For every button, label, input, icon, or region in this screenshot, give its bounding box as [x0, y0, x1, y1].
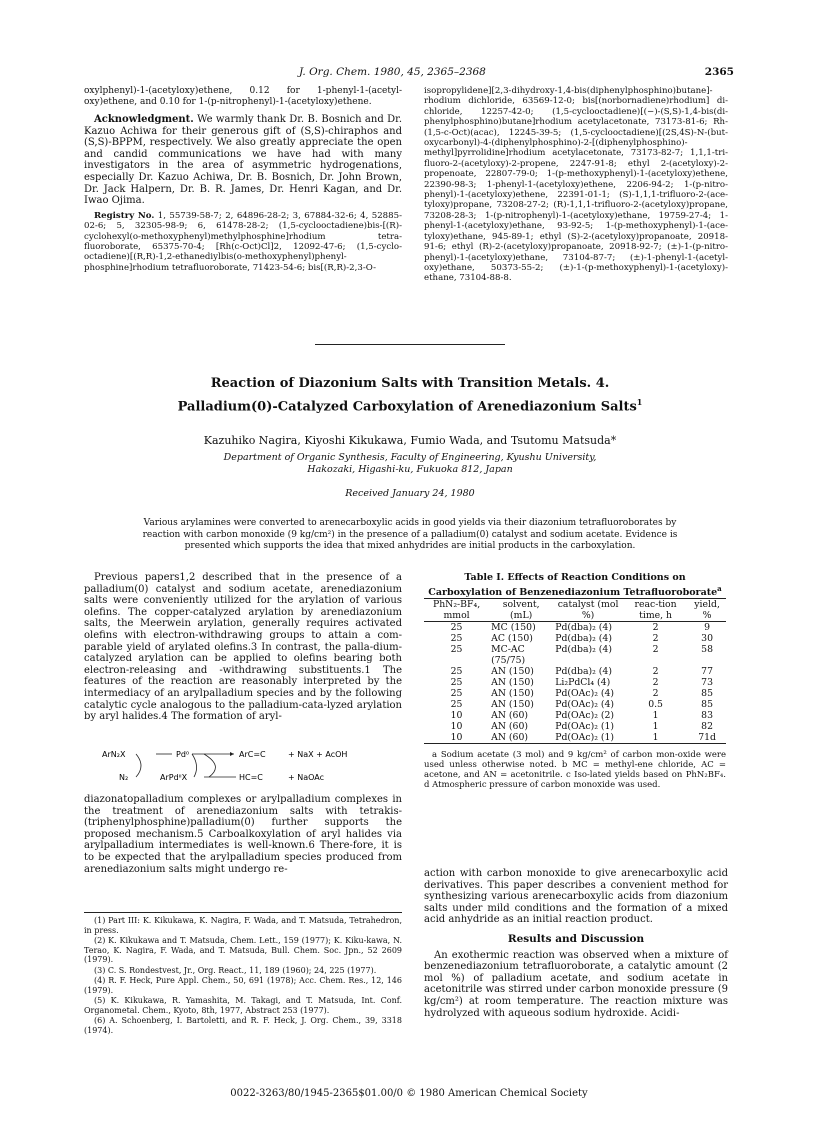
title-line-2-text: Palladium(0)-Catalyzed Carboxylation of Arenediazonium Salts — [177, 399, 637, 415]
table-cell: 85 — [701, 688, 714, 700]
table-caption-line-1: Table I. Effects of Reaction Conditions on — [464, 572, 686, 583]
table-cell: Pd(dba)₂ (4) — [555, 622, 612, 634]
scheme-naoac: + NaOAc — [288, 773, 325, 782]
intro-paragraph: Previous papers1,2 described that in the presence of a palladium(0) catalyst and sodium acetate, arenediazonium salts were conveniently utilized for the arylation of various olefins. The copper-catalyzed arylation by arenediazonium salts, the Meerwein arylation, generally requires activated olefins with electron-withdrawing groups to attain a com-parable yield of arylated olefins.3 In contrast, the palla-dium-catalyzed arylation can be applied to olefins bearing both electron-releasing and -withdrawing substituents.1 The features of the reaction are reasonably interpreted by the intermediacy of an arylpalladium species and by the following catalytic cycle analogous to the palladium-cata-lyzed arylation by aryl halides.4 The formation of aryl- — [84, 572, 402, 723]
table-cell: Pd(dba)₂ (4) — [555, 644, 612, 656]
table-cell: 25 — [450, 633, 463, 645]
acknowledgment-heading: Acknowledgment. — [94, 114, 194, 125]
table-cell: MC-AC (75/75) — [491, 644, 526, 667]
continued-text: oxylphenyl)-1-(acetyloxy)ethene, 0.12 for 1-phenyl-1-(acetyl-oxy)ethene, and 0.10 for 1-(p-nitrophenyl)-1-(acetyloxy)ethene. — [84, 86, 402, 107]
table-cell: 71d — [688, 732, 726, 744]
article-title — [120, 375, 700, 416]
received-date: Received January 24, 1980 — [345, 488, 475, 499]
cycle-arc-right — [204, 754, 215, 777]
title-line-2 — [120, 393, 700, 416]
table-caption-sup: a — [717, 584, 722, 593]
table-caption-line-2-text: Carboxylation of Benzenediazonium Tetrafluoroborate — [428, 587, 718, 599]
table-cell: MC (150) — [491, 622, 536, 634]
table-caption-line-2 — [424, 583, 726, 598]
table-row — [424, 633, 726, 644]
footnote-1: (1) Part III: K. Kikukawa, K. Nagira, F. Wada, and T. Matsuda, Tetrahedron, in press. — [84, 916, 402, 935]
cycle-arc-mid — [192, 754, 197, 777]
top-left-column — [84, 86, 402, 277]
table-cell: 9 — [704, 622, 711, 634]
table-cell: 2 — [652, 622, 659, 634]
table-cell: Pd(dba)₂ (4) — [555, 666, 612, 678]
col-header-phn2bf4: PhN₂-BF₄, mmol — [424, 599, 489, 622]
title-footnote-mark: 1 — [636, 397, 643, 407]
table-cell: 83 — [701, 710, 714, 722]
table-cell: 25 — [450, 688, 463, 700]
scheme-nax: + NaX + AcOH — [288, 750, 348, 759]
table-cell: 25 — [450, 677, 463, 689]
footnote-3: (3) C. S. Rondestvest, Jr., Org. React., 11, 189 (1960); 24, 225 (1977). — [94, 965, 377, 975]
table-row — [424, 666, 726, 677]
acknowledgment-text: We warmly thank Dr. B. Bosnich and Dr. Kazuo Achiwa for their generous gift of (S,S)-chiraphos and (S,S)-BPPM, respectively. We also greatly appreciate the open and candid communications we have had with many investigators in the area of asymmetric hydrogenations, especially Dr. Kazuo Achiwa, Dr. B. Bosnich, Dr. John Brown, Dr. Jack Halpern, Dr. B. R. James, Dr. Henri Kagan, and Dr. Iwao Ojima. — [84, 114, 402, 207]
table-cell: AN (150) — [491, 699, 534, 711]
catalytic-cycle-scheme — [84, 744, 402, 788]
table-1 — [424, 572, 726, 799]
table-header-row — [424, 599, 726, 622]
results-paragraph: An exothermic reaction was observed when a mixture of benzenediazonium tetrafluoroborate, a catalytic amount (2 mol %) of palladium acetate, and sodium acetate in acetonitrile was stirred under carbon monoxide pressure (9 kg/cm²) at room temperature. The reaction mixture was hydrolyzed with aqueous sodium hydroxide. Acidi- — [424, 949, 728, 1019]
table-cell: Pd(OAc)₂ (2) — [555, 710, 615, 722]
abstract: Various arylamines were converted to arenecarboxylic acids in good yields via their diazonium tetrafluoroborates by reaction with carbon monoxide (9 kg/cm²) in the presence of a palladium(0) catalyst and sodium acetate. Evidence is presented which supports the idea that mixed anhydrides are initial products in the carboxylation. — [142, 518, 678, 551]
table-cell: AN (150) — [491, 688, 534, 700]
scheme-pd0: Pd⁰ — [176, 750, 190, 759]
col-header-solvent: solvent, (mL) — [489, 599, 553, 622]
scheme-hcc: HC=C — [239, 773, 263, 782]
table-row — [424, 710, 726, 721]
table-cell: 85 — [701, 699, 714, 711]
table-cell: 0.5 — [648, 699, 663, 711]
table-cell: 25 — [450, 699, 463, 711]
registry-heading: Registry No. — [94, 210, 155, 221]
copyright-footer: 0022-3263/80/1945-2365$01.00/0 © 1980 American Chemical Society — [230, 1088, 588, 1099]
table-cell: Pd(OAc)₂ (4) — [555, 688, 615, 700]
cycle-arc-left — [136, 754, 141, 777]
table-cell: Pd(OAc)₂ (1) — [553, 732, 623, 744]
top-right-column — [424, 86, 728, 288]
table-row — [424, 688, 726, 699]
table-cell: 25 — [450, 666, 463, 678]
title-line-1: Reaction of Diazonium Salts with Transition Metals. 4. — [210, 376, 610, 391]
table-cell: 10 — [450, 710, 463, 722]
table-cell: 10 — [450, 721, 463, 733]
results-discussion-heading: Results and Discussion — [507, 932, 645, 945]
scheme-arn2x: ArN₂X — [102, 750, 126, 759]
table-cell: 58 — [701, 644, 714, 656]
table-cell: 1 — [652, 710, 659, 722]
table-row — [424, 622, 726, 634]
scheme-n2: N₂ — [119, 773, 129, 782]
table-cell: AC (150) — [491, 633, 533, 645]
mechanism-paragraph: diazonatopalladium complexes or arylpalladium complexes in the treatment of arenediazonium salts with tetrakis-(triphenylphosphine)palladium(0) further supports the proposed mechanism.5 Carboalkoxylation of aryl halides via arylpalladium intermediates is well-known.6 There-fore, it is to be expected that the arylpalladium species produced from arenediazonium salts might undergo re- — [84, 794, 402, 875]
table-cell: 1 — [623, 732, 688, 744]
table-row — [424, 644, 726, 666]
table-cell: 25 — [450, 644, 463, 656]
table-row — [424, 732, 726, 744]
table-row — [424, 721, 726, 732]
body-left-column-continued — [84, 794, 402, 879]
table-cell: 10 — [424, 732, 489, 744]
col-header-yield: yield, % — [688, 599, 726, 622]
conditions-table — [424, 598, 726, 744]
table-cell: AN (150) — [491, 666, 534, 678]
table-cell: Pd(OAc)₂ (4) — [555, 699, 615, 711]
page-number: 2365 — [704, 66, 734, 78]
registry-numbers — [84, 211, 402, 273]
table-cell: 77 — [701, 666, 714, 678]
running-header — [84, 66, 734, 80]
registry-text: 1, 55739-58-7; 2, 64896-28-2; 3, 67884-32-6; 4, 52885-02-6; 5, 32305-98-9; 6, 61478-28-2; (1,5-cyclooctadiene)bis-[(R)-cyclohexyl(o-methoxyphenyl)methylphosphine]rhodium tetra-fluoroborate, 65375-70-4; [Rh(c-Oct)Cl]2, 12092-47-6; (1,5-cyclo-octadiene)[(R,R)-1,2-ethanediylbis(o-methoxyphenyl)phenyl-phosphine]rhodium tetrafluoroborate, 71423-54-6; bis[(R,R)-2,3-O- — [84, 210, 402, 273]
table-cell: 2 — [652, 688, 659, 700]
affiliation — [150, 452, 670, 475]
table-cell: Li₂PdCl₄ (4) — [555, 677, 611, 689]
table-cell: Pd(OAc)₂ (1) — [555, 721, 615, 733]
scheme-arpdx: ArPdᴵᴵX — [160, 773, 188, 782]
table-cell: AN (60) — [489, 732, 553, 744]
table-row — [424, 699, 726, 710]
table-cell: AN (60) — [491, 710, 528, 722]
affiliation-line-1: Department of Organic Synthesis, Faculty of Engineering, Kyushu University, — [223, 452, 597, 463]
journal-citation: J. Org. Chem. 1980, 45, 2365–2368 — [299, 66, 486, 78]
table-cell: 2 — [652, 677, 659, 689]
table-cell: AN (60) — [491, 721, 528, 733]
table-cell: Pd(dba)₂ (4) — [555, 633, 612, 645]
table-cell: 82 — [701, 721, 714, 733]
col-header-catalyst: catalyst (mol %) — [553, 599, 623, 622]
author-list: Kazuhiko Nagira, Kiyoshi Kikukawa, Fumio Wada, and Tsutomu Matsuda* — [203, 434, 617, 447]
table-row — [424, 677, 726, 688]
footnote-4: (4) R. F. Heck, Pure Appl. Chem., 50, 691 (1978); Acc. Chem. Res., 12, 146 (1979). — [84, 976, 402, 995]
acknowledgment — [84, 114, 402, 207]
arrowhead-product — [230, 752, 234, 756]
section-divider — [315, 344, 505, 345]
footnote-rule — [84, 912, 402, 913]
table-cell: 30 — [701, 633, 714, 645]
scheme-arcc: ArC=C — [239, 750, 266, 759]
body-left-column — [84, 572, 402, 727]
table-cell: 1 — [652, 721, 659, 733]
footnotes — [84, 916, 402, 1036]
table-caption — [424, 572, 726, 598]
table-cell: 2 — [652, 633, 659, 645]
footnote-6: (6) A. Schoenberg, I. Bartoletti, and R. F. Heck, J. Org. Chem., 39, 3318 (1974). — [84, 1016, 402, 1035]
table-cell: 2 — [652, 666, 659, 678]
body-right-column — [424, 868, 728, 1023]
table-cell: 73 — [701, 677, 714, 689]
col-header-time: reac-tion time, h — [623, 599, 688, 622]
footnote-2: (2) K. Kikukawa and T. Matsuda, Chem. Lett., 159 (1977); K. Kiku-kawa, N. Terao, K. Nagira, F. Wada, and T. Matsuda, Bull. Chem. Soc. Jpn., 52 2609 (1979). — [84, 936, 402, 964]
purpose-paragraph: action with carbon monoxide to give arenecarboxylic acid derivatives. This paper describes a convenient method for synthesizing various arenecarboxylic acids from diazonium salts under mild conditions and the formation of a mixed acid anhydride as an initial reaction product. — [424, 868, 728, 926]
table-cell: AN (150) — [491, 677, 534, 689]
table-footnotes: a Sodium acetate (3 mol) and 9 kg/cm² of carbon mon-oxide were used unless otherwise noted. b MC = methyl-ene chloride, AC = acetone, and AN = acetonitrile. c Iso-lated yields based on PhN₂BF₄. d Atmospheric pressure of carbon monoxide was used. — [424, 750, 726, 791]
table-cell: 25 — [450, 622, 463, 634]
footnote-5: (5) K. Kikukawa, R. Yamashita, M. Takagi, and T. Matsuda, Int. Conf. Organometal. Chem., Kyoto, 8th, 1977, Abstract 253 (1977). — [84, 996, 402, 1015]
registry-continued: isopropylidene][2,3-dihydroxy-1,4-bis(diphenylphosphino)butane]-rhodium dichloride, 63569-12-0; bis[(norbornadiene)rhodium] di-chloride, 12257-42-0; (1,5-cyclooctadiene)[(−)-(S,S)-1,4-bis(di-phenylphosphino)butane]rhodium acetylacetonate, 73173-81-6; Rh-(1,5-c-Oct)(acac), 12245-39-5; (1,5-cyclooctadiene)[(2S,4S)-N-(but-oxycarbonyl)-4-(diphenylphosphino)-2-[(diphenylphosphino)-methyl]pyrrolidine]rhodium acetylacetonate, 73173-82-7; 1,1,1-tri-fluoro-2-(acetyloxy)-2-propene, 2247-91-8; ethyl 2-(acetyloxy)-2-propenoate, 22807-79-0; 1-(p-methoxyphenyl)-1-(acetyloxy)ethene, 22390-98-3; 1-phenyl-1-(acetyloxy)ethene, 2206-94-2; 1-(p-nitro-phenyl)-1-(acetyloxy)ethene, 22391-01-1; (S)-1,1,1-trifluoro-2-(ace-tyloxy)propane, 73208-27-2; (R)-1,1,1-trifluoro-2-(acetyloxy)propane, 73208-28-3; 1-(p-nitrophenyl)-1-(acetyloxy)ethane, 19759-27-4; 1-phenyl-1-(acetyloxy)ethane, 93-92-5; 1-(p-methoxyphenyl)-1-(ace-tyloxy)ethane, 945-89-1; ethyl (S)-2-(acetyloxy)propanoate, 20918-91-6; ethyl (R)-2-(acetyloxy)propanoate, 20918-92-7; (±)-1-(p-nitro-phenyl)-1-(acetyloxy)ethane, 73104-87-7; (±)-1-phenyl-1-(acetyl-oxy)ethane, 50373-55-2; (±)-1-(p-methoxyphenyl)-1-(acetyloxy)-ethane, 73104-88-8. — [424, 86, 728, 284]
affiliation-line-2: Hakozaki, Higashi-ku, Fukuoka 812, Japan — [307, 463, 513, 475]
table-cell: 2 — [652, 644, 659, 656]
